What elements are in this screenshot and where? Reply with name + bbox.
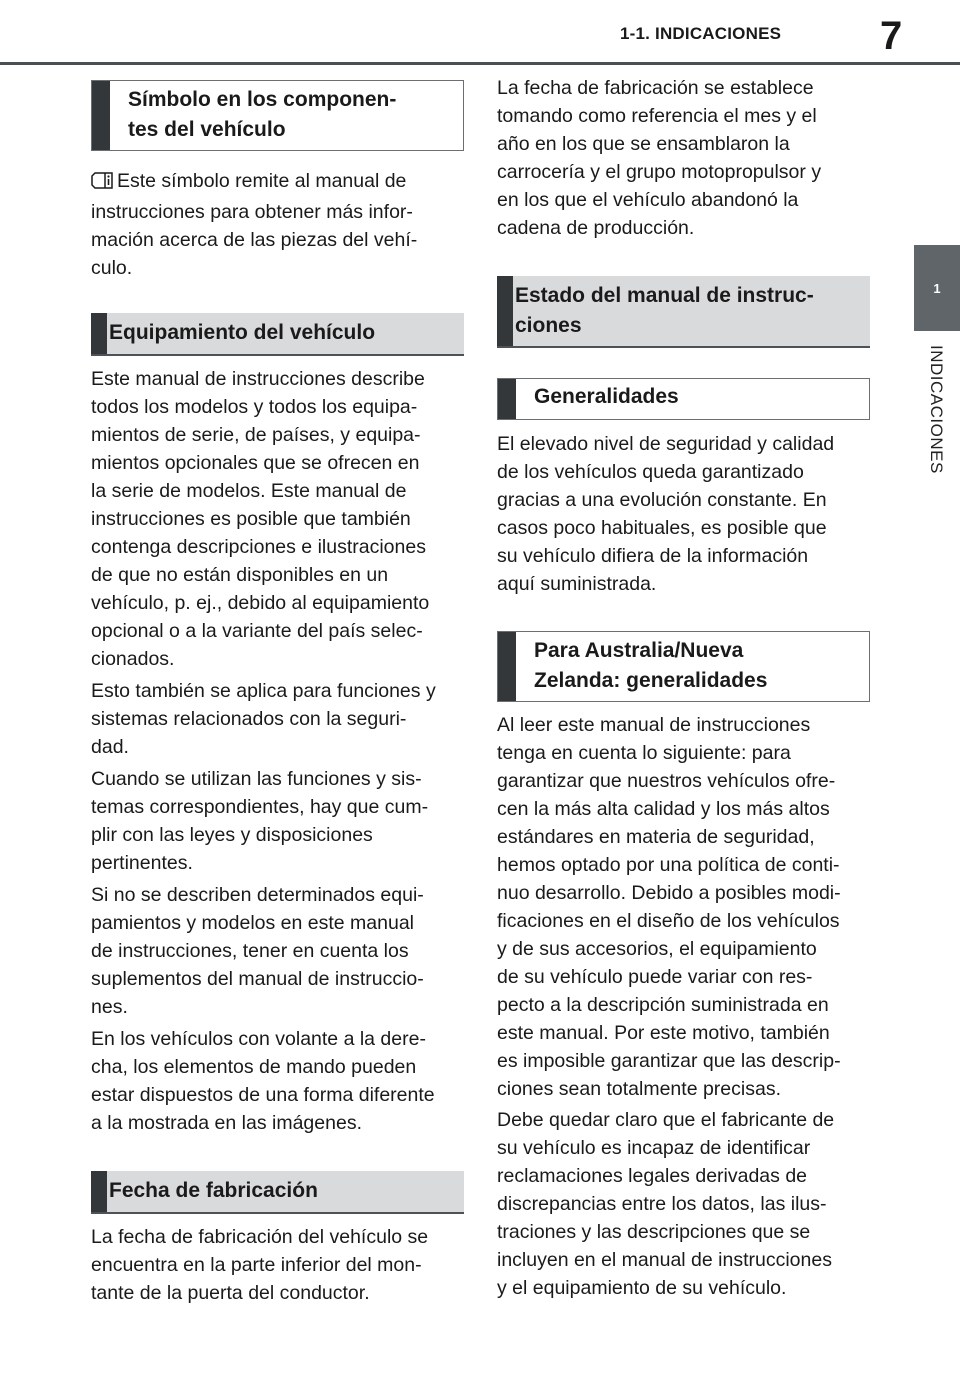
symbol-paragraph (91, 167, 464, 282)
heading-bar (92, 81, 110, 150)
equipment-paragraph-2: Esto también se aplica para funciones y sistemas relacionados con la seguri- dad. (91, 680, 436, 758)
heading-general (497, 378, 870, 420)
heading-bar (497, 276, 513, 346)
heading-date (91, 1171, 464, 1214)
heading-general-text: Generalidades (534, 385, 679, 408)
heading-equipment (91, 313, 464, 356)
equipment-paragraph-1: Este manual de instrucciones describe todos los modelos y todos los equipa- mientos de serie, de países, y equipa- mientos opcionales que se ofrecen en la serie de modelos. Este manual de instrucciones es posible que también contenga descripciones e ilustraciones de que no están disponibles en un vehículo, p. ej., debido al equipamiento opcional o a la variante del país selec- cionados. (91, 368, 430, 670)
section-title: 1-1. INDICACIONES (620, 24, 782, 43)
heading-date-text: Fecha de fabricación (109, 1179, 318, 1202)
page-number: 7 (880, 14, 903, 58)
heading-bar (91, 1171, 107, 1212)
au-paragraph-1: Al leer este manual de instrucciones tenga en cuenta lo siguiente: para garantizar que nuestros vehículos ofre- cen la más alta calidad y los más altos estándares en materia de seguridad, hemos optado por una política de conti- nuo desarrollo. Debido a posibles modi- ficaciones en el diseño de los vehículos y de sus accesorios, el equipamiento de su vehículo puede variar con res- pecto a la descripción suministrada en este manual. Por este motivo, también es imposible garantizar que las descrip- ciones sean totalmente precisas. (497, 714, 841, 1100)
au-paragraph-2: Debe quedar claro que el fabricante de su vehículo es incapaz de identificar reclamaciones legales derivadas de discrepancias entre los datos, las ilus- traciones y las descripciones que se incluyen en el manual de instrucciones y el equipamiento de su vehículo. (497, 1109, 835, 1299)
header-rule (0, 62, 960, 65)
equipment-paragraph-3: Cuando se utilizan las funciones y sis- temas correspondientes, hay que cum- plir con las leyes y disposiciones pertinentes. (91, 768, 429, 874)
chapter-tab[interactable] (914, 245, 960, 331)
heading-au-nz (497, 631, 870, 702)
manual-book-icon (91, 170, 115, 198)
heading-status-text: Estado del manual de instruc- ciones (515, 284, 814, 337)
chapter-label: INDICACIONES (927, 345, 946, 474)
chapter-number: 1 (933, 280, 941, 296)
heading-symbol (91, 80, 464, 151)
heading-au-nz-text: Para Australia/Nueva Zelanda: generalidades (534, 639, 768, 692)
equipment-paragraph-4: Si no se describen determinados equi- pamientos y modelos en este manual de instrucciones, tener en cuenta los suplementos del manual de instruccio- nes. (91, 884, 424, 1018)
symbol-text: Este símbolo remite al manual de instrucciones para obtener más infor- mación acerca de las piezas del vehí- culo. (91, 170, 418, 279)
date-paragraph-2: La fecha de fabricación se establece tomando como referencia el mes y el año en los que se ensamblaron la carrocería y el grupo motopropulsor y en los que el vehículo abandonó la cadena de producción. (497, 77, 822, 239)
heading-bar (498, 632, 516, 701)
general-paragraph-1: El elevado nivel de seguridad y calidad de los vehículos queda garantizado gracias a una evolución constante. En casos poco habituales, es posible que su vehículo difiera de la información aquí suministrada. (497, 433, 835, 595)
date-paragraph-1: La fecha de fabricación del vehículo se encuentra en la parte inferior del mon- tante de la puerta del conductor. (91, 1226, 429, 1304)
heading-status (497, 276, 870, 348)
equipment-paragraph-5: En los vehículos con volante a la dere- cha, los elementos de mando pueden estar dispuestos de una forma diferente a la mostrada en las imágenes. (91, 1028, 435, 1134)
heading-equipment-text: Equipamiento del vehículo (109, 321, 376, 344)
heading-bar (498, 379, 516, 419)
heading-symbol-text: Símbolo en los componen- tes del vehículo (128, 88, 397, 141)
heading-bar (91, 313, 107, 354)
